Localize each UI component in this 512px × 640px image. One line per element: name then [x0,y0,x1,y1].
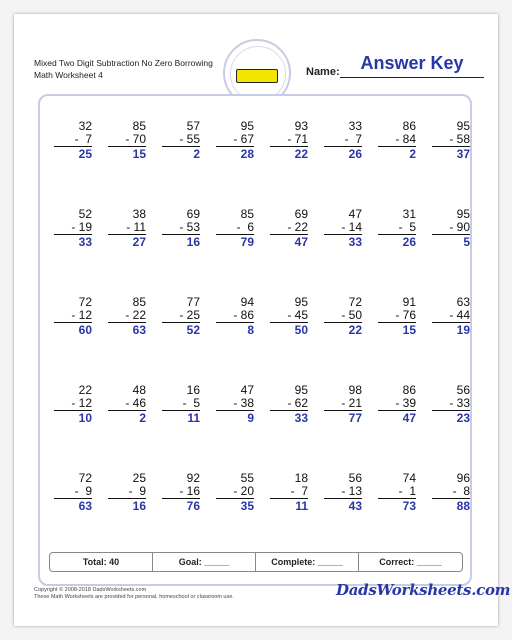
minuend: 69 [294,207,308,221]
subtrahend: - 12 [54,309,92,324]
complete-field: Complete: _____ [256,553,359,571]
copyright-line: Copyright © 2008-2018 DadsWorksheets.com [34,587,147,593]
minuend: 22 [78,383,92,397]
minuend: 47 [348,207,362,221]
minuend: 69 [186,207,200,221]
answer: 11 [187,411,200,425]
problem [162,208,216,296]
answer: 28 [240,147,254,161]
problem [324,296,378,384]
answer: 47 [294,235,308,249]
subtrahend: - 14 [324,221,362,236]
subtrahend: - 19 [54,221,92,236]
answer: 88 [456,499,470,513]
minuend: 95 [240,119,254,133]
subtrahend: - 21 [324,397,362,412]
answer: 22 [348,323,362,337]
subtrahend: - 6 [216,221,254,236]
problem [216,120,270,208]
answer: 15 [132,147,146,161]
subtrahend: - 8 [432,485,470,500]
answer: 33 [78,235,92,249]
problem [216,384,270,472]
answer-key-title: Answer Key [360,53,464,73]
minuend: 16 [186,383,200,397]
problem [108,296,162,384]
problem [432,208,486,296]
problem [216,208,270,296]
answer: 2 [409,147,416,161]
copyright-notice [34,587,234,601]
problem [378,120,432,208]
answer: 63 [78,499,92,513]
problem [108,472,162,560]
problem [378,208,432,296]
minuend: 18 [294,471,308,485]
minuend: 72 [348,295,362,309]
subtrahend: - 33 [432,397,470,412]
minuend: 95 [456,207,470,221]
answer: 16 [186,235,200,249]
minuend: 33 [348,119,362,133]
minuend: 25 [132,471,146,485]
minuend: 92 [186,471,200,485]
minuend: 56 [348,471,362,485]
minuend: 72 [78,295,92,309]
subtrahend: - 22 [270,221,308,236]
minuend: 86 [402,119,416,133]
subtrahend: - 5 [378,221,416,236]
problem [324,384,378,472]
minuend: 47 [240,383,254,397]
subtrahend: - 50 [324,309,362,324]
answer: 19 [456,323,470,337]
problem [162,296,216,384]
problem [270,208,324,296]
subtrahend: - 7 [324,133,362,148]
problem [270,472,324,560]
answer: 2 [139,411,146,425]
site-logo: DadsWorksheets.com [336,581,511,599]
score-footer [49,552,463,572]
subtrahend: - 45 [270,309,308,324]
subtrahend: - 9 [108,485,146,500]
problem [432,296,486,384]
correct-field: Correct: _____ [379,557,442,567]
minuend: 91 [402,295,416,309]
minuend: 56 [456,383,470,397]
name-line [340,77,484,78]
subtrahend: - 70 [108,133,146,148]
subtrahend: - 71 [270,133,308,148]
minuend: 95 [294,295,308,309]
answer: 10 [78,411,92,425]
problem [54,384,108,472]
answer: 23 [456,411,470,425]
subtrahend: - 53 [162,221,200,236]
minuend: 32 [78,119,92,133]
answer: 26 [402,235,416,249]
answer: 52 [186,323,200,337]
subtrahend: - 84 [378,133,416,148]
subtrahend: - 86 [216,309,254,324]
problem [216,296,270,384]
problem [108,208,162,296]
subtrahend: - 22 [108,309,146,324]
problem [162,120,216,208]
answer: 2 [193,147,200,161]
subtrahend: - 5 [162,397,200,412]
minuend: 63 [456,295,470,309]
subtrahend: - 62 [270,397,308,412]
minuend: 93 [294,119,308,133]
subtrahend: - 7 [270,485,308,500]
answer: 16 [132,499,146,513]
problem [54,296,108,384]
subtrahend: - 58 [432,133,470,148]
subtrahend: - 76 [378,309,416,324]
problem [378,296,432,384]
answer: 25 [78,147,92,161]
answer: 37 [456,147,470,161]
name-label: Name: [306,66,340,78]
answer: 8 [247,323,254,337]
subtrahend: - 13 [324,485,362,500]
minuend: 85 [240,207,254,221]
minuend: 94 [240,295,254,309]
minuend: 95 [294,383,308,397]
subtrahend: - 67 [216,133,254,148]
problem [270,384,324,472]
subtrahend: - 1 [378,485,416,500]
minuend: 57 [186,119,200,133]
answer: 73 [402,499,416,513]
problem [54,120,108,208]
answer: 50 [294,323,308,337]
answer: 27 [132,235,146,249]
subtrahend: - 20 [216,485,254,500]
subtrahend: - 90 [432,221,470,236]
answer: 79 [240,235,254,249]
problem [162,472,216,560]
problem [432,472,486,560]
problem [378,384,432,472]
minuend: 98 [348,383,362,397]
problem [162,384,216,472]
answer: 77 [348,411,362,425]
problems-panel [38,94,472,586]
problem [432,120,486,208]
minuend: 85 [132,119,146,133]
worksheet-subtitle: Math Worksheet 4 [34,70,103,80]
problem [270,120,324,208]
problem [324,472,378,560]
minuend: 96 [456,471,470,485]
minuend: 72 [78,471,92,485]
answer: 15 [402,323,416,337]
answer: 63 [132,323,146,337]
worksheet-title: Mixed Two Digit Subtraction No Zero Borrowing [34,58,213,68]
minuend: 55 [240,471,254,485]
problem [324,120,378,208]
minuend: 38 [132,207,146,221]
minuend: 95 [456,119,470,133]
answer: 11 [295,499,308,513]
answer: 22 [294,147,308,161]
answer: 47 [402,411,416,425]
problems-grid [54,120,486,560]
subtrahend: - 11 [108,221,146,236]
subtrahend: - 46 [108,397,146,412]
problem [378,472,432,560]
answer: 60 [78,323,92,337]
answer: 5 [463,235,470,249]
worksheet-page [14,14,511,626]
minuend: 48 [132,383,146,397]
subtrahend: - 9 [54,485,92,500]
answer: 35 [240,499,254,513]
problem [270,296,324,384]
subtrahend: - 12 [54,397,92,412]
subtrahend: - 39 [378,397,416,412]
problem [324,208,378,296]
minuend: 77 [186,295,200,309]
subtraction-bar-icon [236,69,278,83]
total-count: Total: 40 [50,553,153,571]
answer: 33 [294,411,308,425]
problem [54,472,108,560]
problem [108,384,162,472]
minuend: 86 [402,383,416,397]
minuend: 74 [402,471,416,485]
goal-field: Goal: _____ [153,553,256,571]
subtrahend: - 7 [54,133,92,148]
minuend: 52 [78,207,92,221]
subtrahend: - 38 [216,397,254,412]
answer: 76 [186,499,200,513]
subtrahend: - 25 [162,309,200,324]
problem [54,208,108,296]
problem [216,472,270,560]
answer: 43 [348,499,362,513]
answer: 9 [247,411,254,425]
problem [108,120,162,208]
problem [432,384,486,472]
usage-line: These Math Worksheets are provided for personal, homeschool or classroom use. [34,594,234,600]
minuend: 31 [402,207,416,221]
subtrahend: - 44 [432,309,470,324]
subtrahend: - 55 [162,133,200,148]
minuend: 85 [132,295,146,309]
answer: 33 [348,235,362,249]
subtrahend: - 16 [162,485,200,500]
answer: 26 [348,147,362,161]
